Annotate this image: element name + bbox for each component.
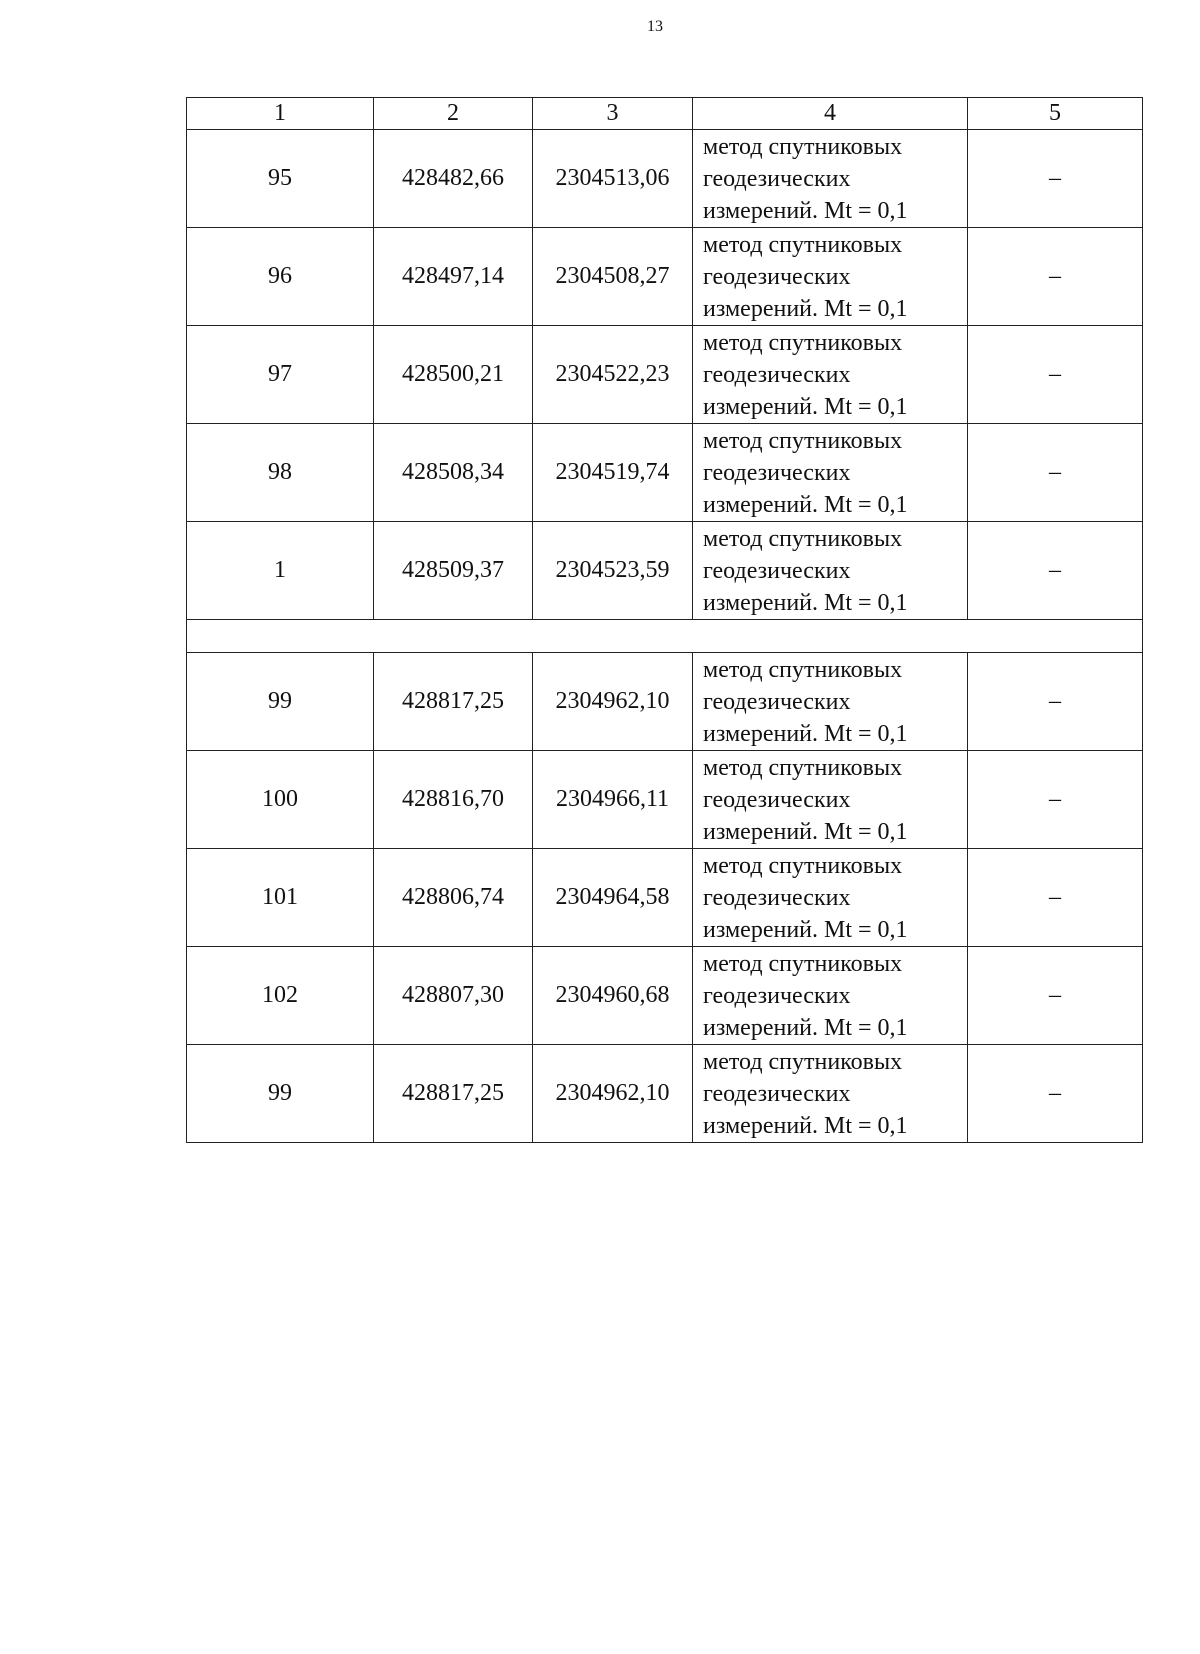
method-line: геодезических (703, 982, 851, 1009)
y-coordinate-cell: 2304519,74 (533, 424, 693, 522)
x-coordinate-cell: 428508,34 (374, 424, 533, 522)
method-cell (693, 424, 968, 522)
method-line: метод спутниковых (703, 754, 903, 781)
method-line: метод спутниковых (703, 852, 903, 879)
y-coordinate-cell: 2304523,59 (533, 522, 693, 620)
note-cell: – (968, 751, 1143, 849)
method-line: метод спутниковых (703, 329, 903, 356)
method-line: геодезических (703, 688, 851, 715)
method-line: измерений. Mt = 0,1 (703, 818, 908, 845)
column-header-3: 3 (533, 98, 693, 130)
x-coordinate-cell: 428497,14 (374, 228, 533, 326)
method-line: измерений. Mt = 0,1 (703, 1112, 908, 1139)
table-row (187, 522, 1143, 620)
method-line: геодезических (703, 361, 851, 388)
method-line: геодезических (703, 459, 851, 486)
method-line: измерений. Mt = 0,1 (703, 393, 908, 420)
method-line: измерений. Mt = 0,1 (703, 197, 908, 224)
point-number-cell: 102 (187, 947, 374, 1045)
table-row (187, 326, 1143, 424)
table-row (187, 130, 1143, 228)
table-row (187, 424, 1143, 522)
x-coordinate-cell: 428807,30 (374, 947, 533, 1045)
note-cell: – (968, 228, 1143, 326)
y-coordinate-cell: 2304960,68 (533, 947, 693, 1045)
x-coordinate-cell: 428816,70 (374, 751, 533, 849)
method-line: измерений. Mt = 0,1 (703, 916, 908, 943)
note-cell: – (968, 947, 1143, 1045)
method-line: метод спутниковых (703, 525, 903, 552)
method-line: геодезических (703, 884, 851, 911)
method-cell (693, 130, 968, 228)
method-cell (693, 522, 968, 620)
x-coordinate-cell: 428806,74 (374, 849, 533, 947)
coordinates-table (186, 97, 1143, 1143)
method-line: геодезических (703, 1080, 851, 1107)
method-line: измерений. Mt = 0,1 (703, 589, 908, 616)
method-line: метод спутниковых (703, 950, 903, 977)
table-group-1 (187, 130, 1143, 620)
point-number-cell: 100 (187, 751, 374, 849)
column-header-5: 5 (968, 98, 1143, 130)
y-coordinate-cell: 2304962,10 (533, 653, 693, 751)
point-number-cell: 96 (187, 228, 374, 326)
table-row (187, 1045, 1143, 1143)
method-cell (693, 751, 968, 849)
method-line: измерений. Mt = 0,1 (703, 1014, 908, 1041)
y-coordinate-cell: 2304966,11 (533, 751, 693, 849)
table-row (187, 751, 1143, 849)
point-number-cell: 95 (187, 130, 374, 228)
point-number-cell: 97 (187, 326, 374, 424)
y-coordinate-cell: 2304508,27 (533, 228, 693, 326)
method-line: геодезических (703, 165, 851, 192)
point-number-cell: 99 (187, 653, 374, 751)
page-number: 13 (647, 18, 663, 35)
x-coordinate-cell: 428500,21 (374, 326, 533, 424)
method-line: геодезических (703, 263, 851, 290)
column-header-2: 2 (374, 98, 533, 130)
group-separator-row (187, 620, 1143, 653)
method-line: измерений. Mt = 0,1 (703, 295, 908, 322)
method-line: измерений. Mt = 0,1 (703, 720, 908, 747)
point-number-cell: 1 (187, 522, 374, 620)
method-cell (693, 228, 968, 326)
column-header-1: 1 (187, 98, 374, 130)
table-header-row (187, 98, 1143, 130)
table-row (187, 228, 1143, 326)
y-coordinate-cell: 2304962,10 (533, 1045, 693, 1143)
method-line: измерений. Mt = 0,1 (703, 491, 908, 518)
method-line: метод спутниковых (703, 427, 903, 454)
y-coordinate-cell: 2304513,06 (533, 130, 693, 228)
point-number-cell: 98 (187, 424, 374, 522)
x-coordinate-cell: 428482,66 (374, 130, 533, 228)
method-line: метод спутниковых (703, 133, 903, 160)
table-group-2 (187, 653, 1143, 1143)
column-header-4: 4 (693, 98, 968, 130)
note-cell: – (968, 130, 1143, 228)
method-line: метод спутниковых (703, 656, 903, 683)
x-coordinate-cell: 428817,25 (374, 653, 533, 751)
point-number-cell: 101 (187, 849, 374, 947)
x-coordinate-cell: 428509,37 (374, 522, 533, 620)
x-coordinate-cell: 428817,25 (374, 1045, 533, 1143)
y-coordinate-cell: 2304964,58 (533, 849, 693, 947)
method-cell (693, 653, 968, 751)
note-cell: – (968, 522, 1143, 620)
note-cell: – (968, 849, 1143, 947)
separator-cell (187, 620, 1143, 653)
method-cell (693, 1045, 968, 1143)
note-cell: – (968, 326, 1143, 424)
method-cell (693, 849, 968, 947)
method-line: геодезических (703, 786, 851, 813)
table-row (187, 653, 1143, 751)
method-line: геодезических (703, 557, 851, 584)
method-cell (693, 326, 968, 424)
method-line: метод спутниковых (703, 1048, 903, 1075)
point-number-cell: 99 (187, 1045, 374, 1143)
table-row (187, 947, 1143, 1045)
note-cell: – (968, 424, 1143, 522)
table-row (187, 849, 1143, 947)
method-line: метод спутниковых (703, 231, 903, 258)
y-coordinate-cell: 2304522,23 (533, 326, 693, 424)
method-cell (693, 947, 968, 1045)
note-cell: – (968, 653, 1143, 751)
note-cell: – (968, 1045, 1143, 1143)
